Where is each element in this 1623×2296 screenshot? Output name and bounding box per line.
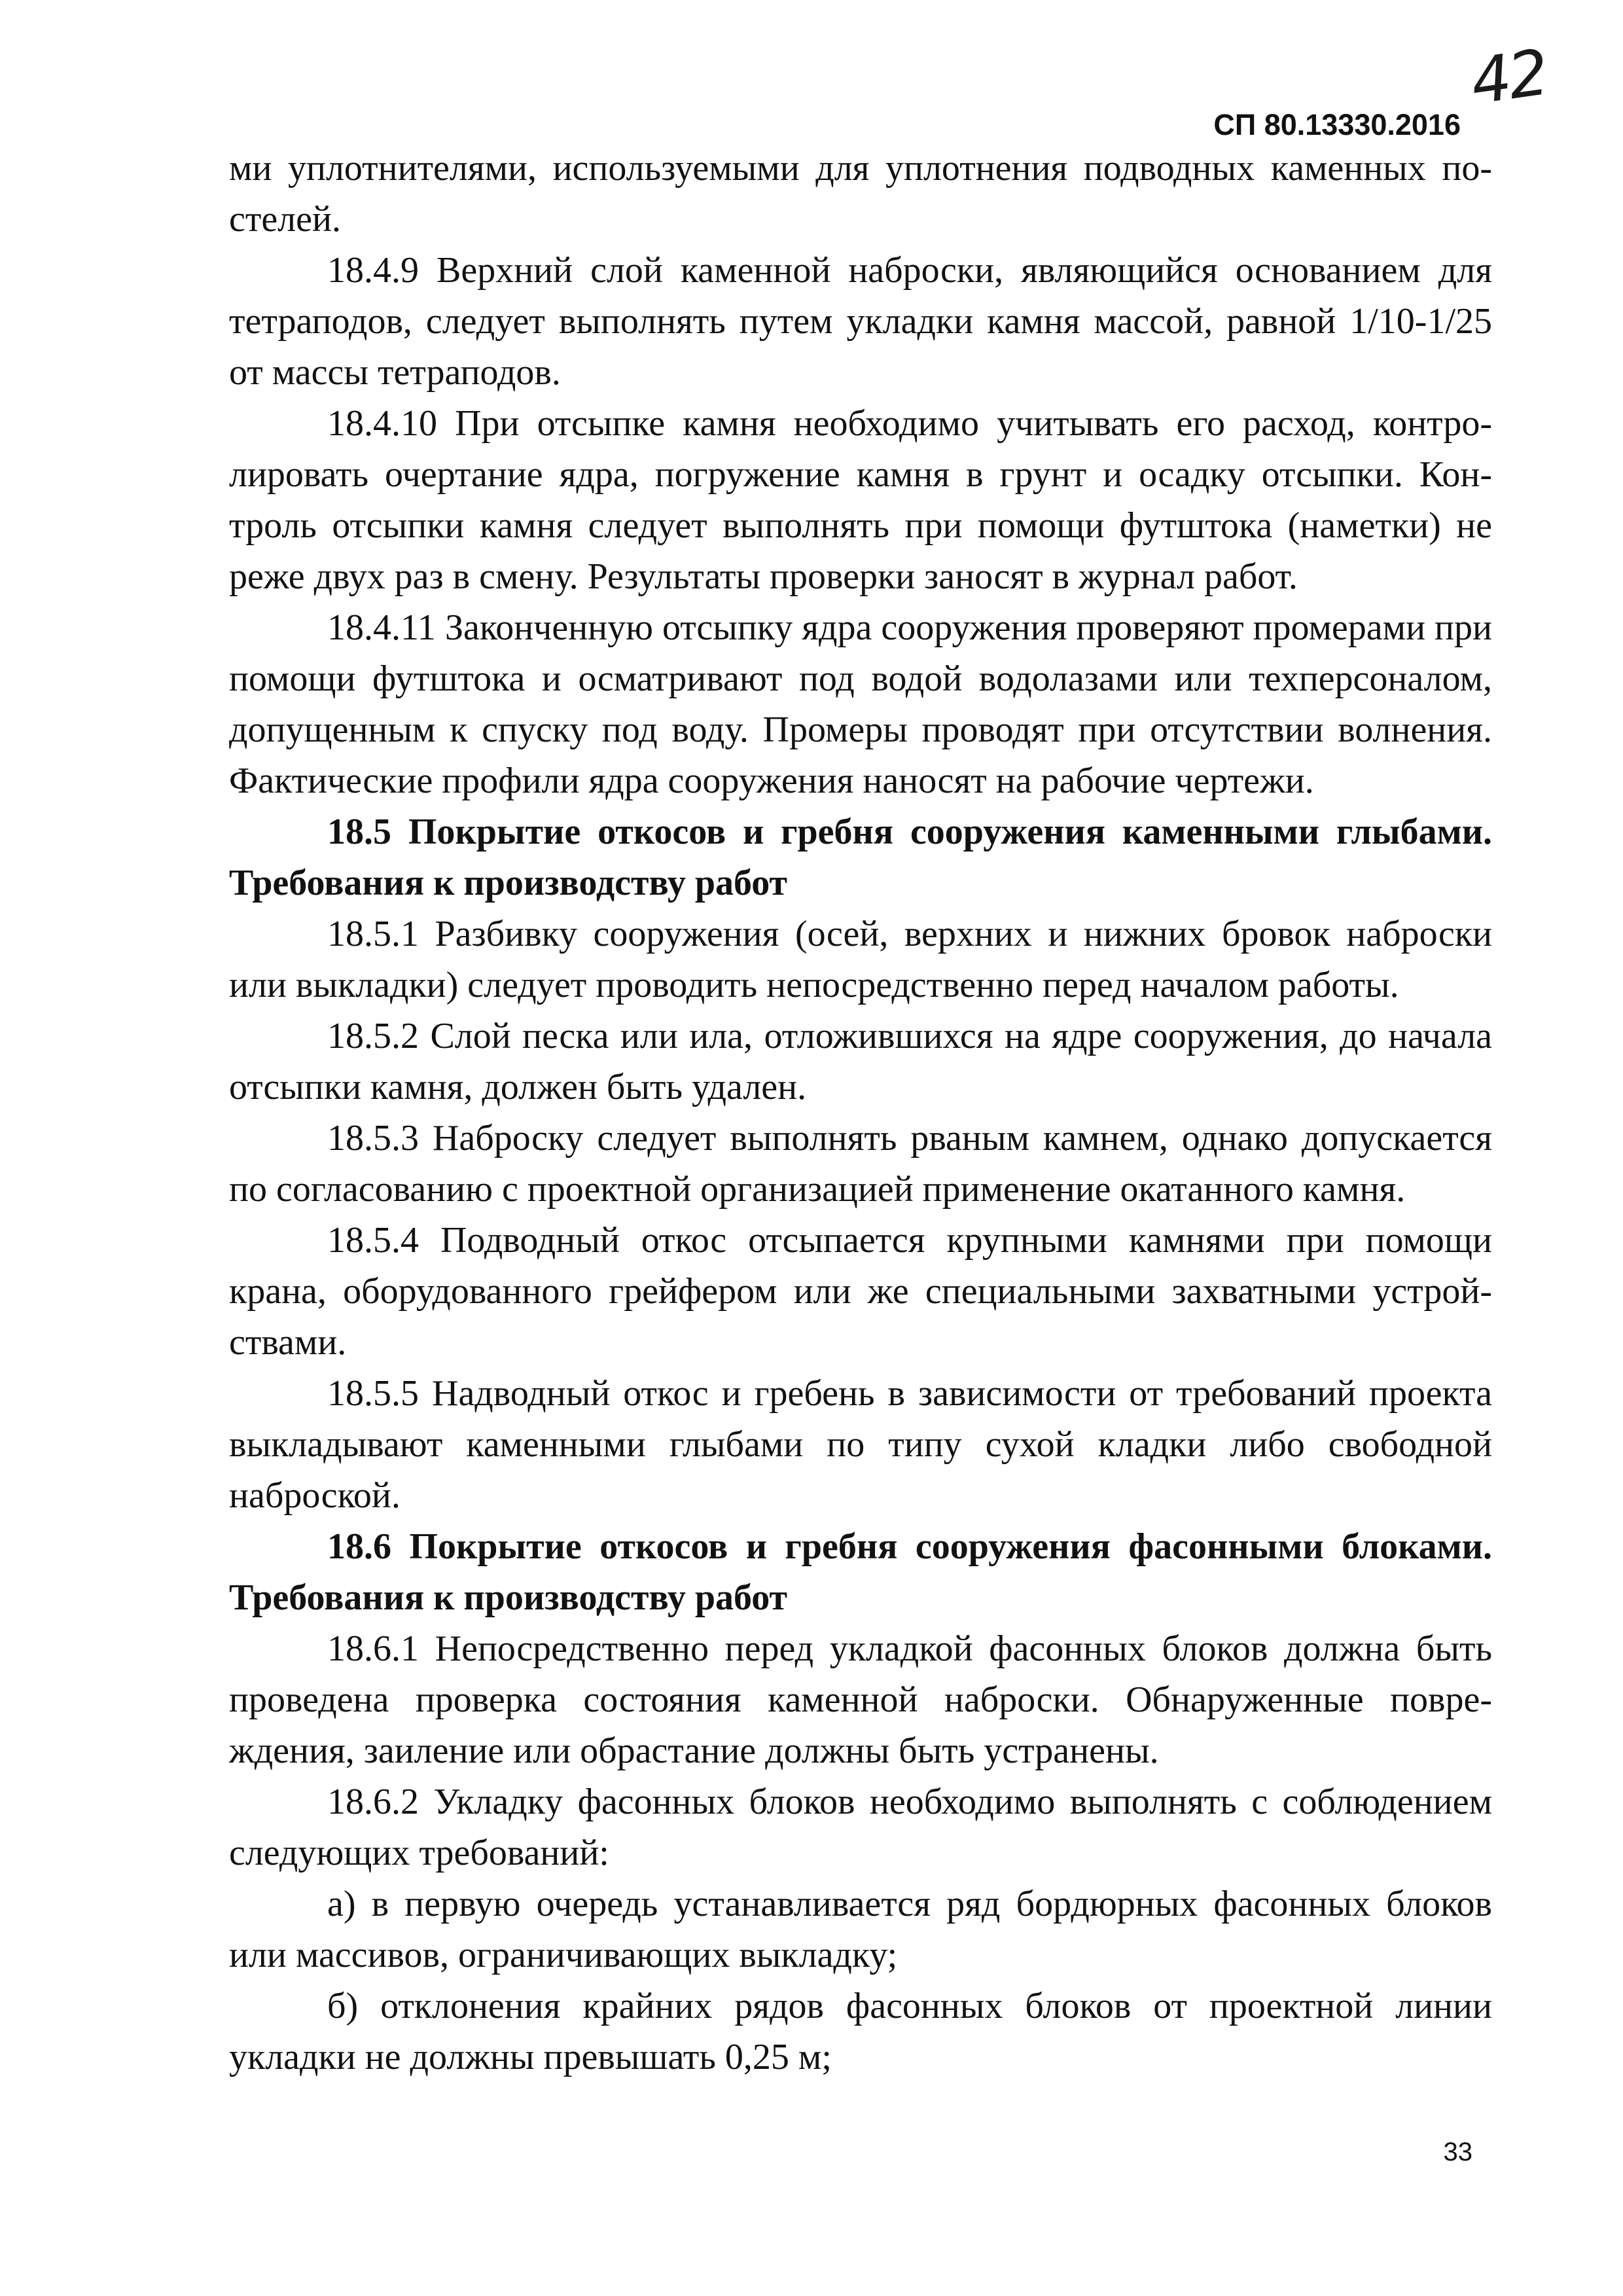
paragraph-18-5-1: 18.5.1 Разбивку сооружения (осей, верхних и нижних бровок наброски или выкладки) следует проводить непосредственно перед началом работы. — [229, 914, 1492, 1005]
paragraph-18-5-2: 18.5.2 Слой песка или ила, отложившихся на ядре сооружения, до начала отсыпки камня, должен быть удален. — [229, 1016, 1492, 1107]
paragraph-18-4-10: 18.4.10 При отсыпке камня необходимо учитывать его расход, контролировать очертание ядра, погружение камня в грунт и осадку отсыпки. Контроль отсыпки камня следует выполнять при помощи футштока (наметки) не реже двух раз в смену. Результаты проверки заносят в журнал работ. — [229, 403, 1492, 597]
paragraph-continuation: ми уплотнителями, используемыми для уплотнения подводных каменных постелей. — [229, 148, 1492, 240]
list-item-b: б) отклонения крайних рядов фасонных блоков от проектной линии укладки не должны превышать 0,25 м; — [229, 1986, 1492, 2077]
paragraph-18-5-4: 18.5.4 Подводный откос отсыпается крупными камнями при помощи крана, оборудованного грейфером или же специальными захватными устройствами. — [229, 1220, 1492, 1363]
paragraph-18-4-9: 18.4.9 Верхний слой каменной наброски, являющийся основанием для тетраподов, следует выполнять путем укладки камня массой, равной 1/10-1/25 от массы тетраподов. — [229, 250, 1492, 393]
document-body — [229, 143, 1492, 2083]
paragraph-18-5-5: 18.5.5 Надводный откос и гребень в зависимости от требований проекта выкладывают каменными глыбами по типу сухой кладки либо свободной наброской. — [229, 1373, 1492, 1516]
paragraph-18-4-11: 18.4.11 Законченную отсыпку ядра сооружения проверяют промерами при помощи футштока и осматривают под водой водолазами или техперсоналом, допущенным к спуску под воду. Промеры проводят при отсутствии волнения. Фактические профили ядра сооружения наносят на рабочие чертежи. — [229, 607, 1492, 801]
paragraph-18-6-1: 18.6.1 Непосредственно перед укладкой фасонных блоков должна быть проведена проверка состояния каменной наброски. Обнаруженные повреждения, заиление или обрастание должны быть устранены. — [229, 1628, 1492, 1771]
list-item-a: а) в первую очередь устанавливается ряд бордюрных фасонных блоков или массивов, ограничивающих выкладку; — [229, 1884, 1492, 1975]
document-code: СП 80.13330.2016 — [1213, 108, 1461, 141]
section-heading-18-6: 18.6 Покрытие откосов и гребня сооружения фасонными блоками. Требования к производству работ — [229, 1526, 1492, 1618]
section-heading-18-5: 18.5 Покрытие откосов и гребня сооружения каменными глыбами. Требования к производству работ — [229, 812, 1492, 903]
paragraph-18-6-2: 18.6.2 Укладку фасонных блоков необходимо выполнять с соблюдением следующих требований: — [229, 1782, 1492, 1873]
paragraph-18-5-3: 18.5.3 Наброску следует выполнять рваным камнем, однако допускается по согласованию с проектной организацией применение окатанного камня. — [229, 1118, 1492, 1210]
page-number: 33 — [1443, 2138, 1472, 2166]
handwritten-page-number: 42 — [1466, 35, 1551, 119]
